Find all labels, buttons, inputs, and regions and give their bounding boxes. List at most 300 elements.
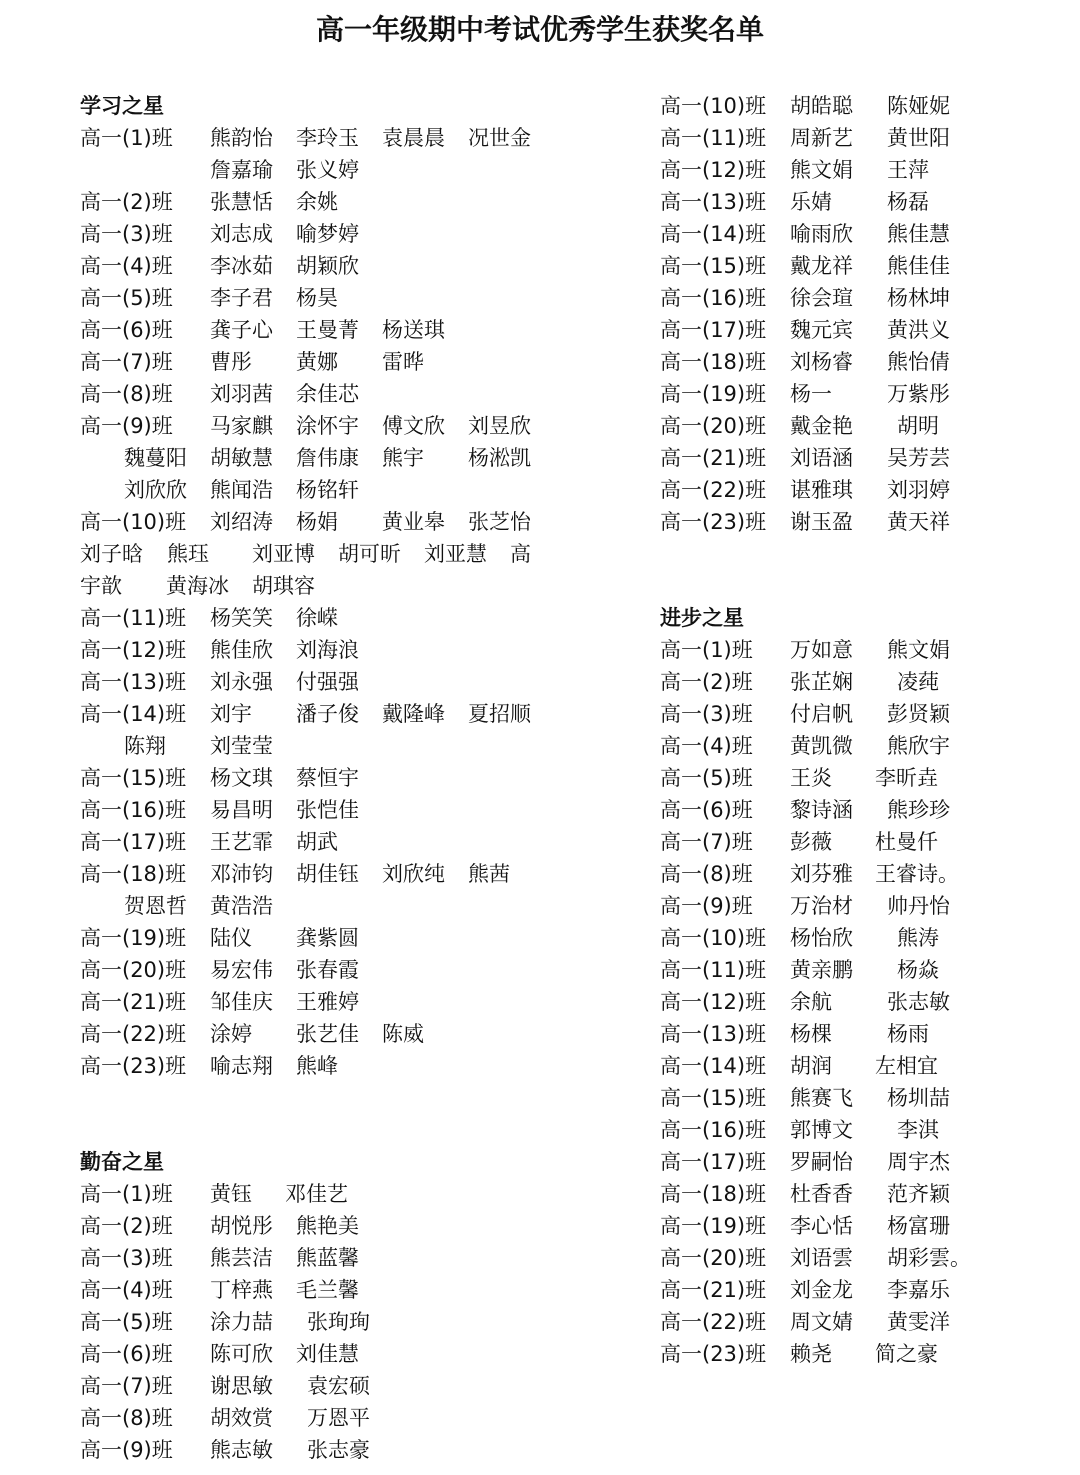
student-name: 刘亚慧 bbox=[424, 542, 487, 566]
class-label: 高一(23)班 bbox=[660, 1342, 767, 1366]
student-name: 熊珏 bbox=[167, 542, 209, 566]
student-name: 万治材 bbox=[790, 894, 853, 918]
student-name: 李玲玉 bbox=[296, 126, 359, 150]
award-row bbox=[80, 1338, 550, 1370]
student-name: 刘欣欣 bbox=[124, 478, 187, 502]
student-name: 高 bbox=[510, 542, 531, 566]
award-row bbox=[660, 666, 1060, 698]
student-name: 熊志敏 bbox=[210, 1438, 273, 1462]
student-name: 黄凯微 bbox=[790, 734, 853, 758]
student-name: 黄雯洋 bbox=[887, 1310, 950, 1334]
award-row bbox=[660, 90, 1060, 122]
class-label: 高一(7)班 bbox=[660, 830, 753, 854]
class-label: 高一(15)班 bbox=[80, 766, 187, 790]
student-name: 胡皓聪 bbox=[790, 94, 853, 118]
student-name: 彭贤颖 bbox=[887, 702, 950, 726]
student-name: 李子君 bbox=[210, 286, 273, 310]
student-name: 易宏伟 bbox=[210, 958, 273, 982]
student-name: 邹佳庆 bbox=[210, 990, 273, 1014]
class-label: 高一(21)班 bbox=[660, 1278, 767, 1302]
student-name: 魏元宾 bbox=[790, 318, 853, 342]
student-name: 刘语涵 bbox=[790, 446, 853, 470]
student-name: 熊佳佳 bbox=[887, 254, 950, 278]
student-name: 李心恬 bbox=[790, 1214, 853, 1238]
award-row bbox=[80, 1370, 550, 1402]
student-name: 熊蓝馨 bbox=[296, 1246, 359, 1270]
student-name: 左相宜 bbox=[875, 1054, 938, 1078]
award-row bbox=[660, 1242, 1060, 1274]
student-name: 杨磊 bbox=[887, 190, 929, 214]
student-name: 熊宇 bbox=[382, 446, 424, 470]
award-row bbox=[660, 506, 1060, 538]
student-name: 杨铭轩 bbox=[296, 478, 359, 502]
class-label: 高一(17)班 bbox=[80, 830, 187, 854]
class-label: 高一(23)班 bbox=[660, 510, 767, 534]
student-name: 张芷娴 bbox=[790, 670, 853, 694]
student-name: 简之豪 bbox=[875, 1342, 938, 1366]
student-name: 张义婷 bbox=[296, 158, 359, 182]
student-name: 戴隆峰 bbox=[382, 702, 445, 726]
class-label: 高一(16)班 bbox=[660, 1118, 767, 1142]
award-row bbox=[660, 890, 1060, 922]
award-row bbox=[660, 1114, 1060, 1146]
award-row bbox=[660, 1018, 1060, 1050]
student-name: 杨淞凯 bbox=[468, 446, 531, 470]
student-name: 王雅婷 bbox=[296, 990, 359, 1014]
student-name: 熊欣宇 bbox=[887, 734, 950, 758]
student-name: 刘志成 bbox=[210, 222, 273, 246]
student-name: 龚子心 bbox=[210, 318, 273, 342]
student-name: 刘杨睿 bbox=[790, 350, 853, 374]
award-row bbox=[80, 762, 550, 794]
award-row bbox=[80, 314, 550, 346]
student-name: 刘子晗 bbox=[80, 542, 143, 566]
award-row-continuation bbox=[80, 890, 550, 922]
student-name: 黄娜 bbox=[296, 350, 338, 374]
student-name: 胡明 bbox=[897, 414, 939, 438]
student-name: 李淇 bbox=[897, 1118, 939, 1142]
award-row bbox=[80, 666, 550, 698]
class-label: 高一(1)班 bbox=[660, 638, 753, 662]
student-name: 曹彤 bbox=[210, 350, 252, 374]
student-name: 张艺佳 bbox=[296, 1022, 359, 1046]
award-row bbox=[80, 1050, 550, 1082]
student-name: 胡润 bbox=[790, 1054, 832, 1078]
student-name: 熊闻浩 bbox=[210, 478, 273, 502]
student-name: 张慧恬 bbox=[210, 190, 273, 214]
award-row bbox=[80, 826, 550, 858]
student-name: 刘羽茜 bbox=[210, 382, 273, 406]
award-row bbox=[80, 634, 550, 666]
student-name: 胡可昕 bbox=[338, 542, 401, 566]
student-name: 胡敏慧 bbox=[210, 446, 273, 470]
class-label: 高一(1)班 bbox=[80, 126, 173, 150]
student-name: 胡悦彤 bbox=[210, 1214, 273, 1238]
student-name: 万恩平 bbox=[307, 1406, 370, 1430]
student-name: 杨怡欣 bbox=[790, 926, 853, 950]
student-name: 况世金 bbox=[468, 126, 531, 150]
student-name: 涂怀宇 bbox=[296, 414, 359, 438]
award-row-continuation bbox=[80, 570, 550, 602]
student-name: 涂力喆 bbox=[210, 1310, 273, 1334]
section-gap bbox=[80, 1082, 550, 1146]
student-name: 邓佳艺 bbox=[285, 1182, 348, 1206]
award-row bbox=[660, 250, 1060, 282]
class-label: 高一(3)班 bbox=[80, 222, 173, 246]
student-name: 蔡恒宇 bbox=[296, 766, 359, 790]
award-row bbox=[80, 794, 550, 826]
award-row bbox=[660, 1082, 1060, 1114]
class-label: 高一(5)班 bbox=[80, 1310, 173, 1334]
class-label: 高一(13)班 bbox=[660, 1022, 767, 1046]
award-row bbox=[660, 1210, 1060, 1242]
student-name: 黄亲鹏 bbox=[790, 958, 853, 982]
class-label: 高一(9)班 bbox=[80, 1438, 173, 1462]
class-label: 高一(11)班 bbox=[660, 958, 767, 982]
student-name: 杨笑笑 bbox=[210, 606, 273, 630]
student-name: 王艺霏 bbox=[210, 830, 273, 854]
student-name: 李昕垚 bbox=[875, 766, 938, 790]
award-row bbox=[80, 858, 550, 890]
award-row bbox=[80, 218, 550, 250]
class-label: 高一(10)班 bbox=[660, 94, 767, 118]
class-label: 高一(4)班 bbox=[660, 734, 753, 758]
class-label: 高一(22)班 bbox=[660, 478, 767, 502]
student-name: 谌雅琪 bbox=[790, 478, 853, 502]
award-row bbox=[660, 730, 1060, 762]
class-label: 高一(20)班 bbox=[660, 414, 767, 438]
award-row bbox=[80, 954, 550, 986]
class-label: 高一(2)班 bbox=[80, 190, 173, 214]
student-name: 黄洪义 bbox=[887, 318, 950, 342]
class-label: 高一(2)班 bbox=[80, 1214, 173, 1238]
student-name: 杨富珊 bbox=[887, 1214, 950, 1238]
class-label: 高一(14)班 bbox=[660, 1054, 767, 1078]
class-label: 高一(13)班 bbox=[80, 670, 187, 694]
student-name: 杜曼仟 bbox=[875, 830, 938, 854]
student-name: 熊珍珍 bbox=[887, 798, 950, 822]
student-name: 吴芳芸 bbox=[887, 446, 950, 470]
student-name: 涂婷 bbox=[210, 1022, 252, 1046]
award-row-continuation bbox=[80, 474, 550, 506]
class-label: 高一(21)班 bbox=[660, 446, 767, 470]
class-label: 高一(2)班 bbox=[660, 670, 753, 694]
award-row bbox=[660, 954, 1060, 986]
class-label: 高一(17)班 bbox=[660, 1150, 767, 1174]
student-name: 余航 bbox=[790, 990, 832, 1014]
right-column bbox=[660, 90, 1060, 1370]
class-label: 高一(19)班 bbox=[660, 1214, 767, 1238]
student-name: 付启帆 bbox=[790, 702, 853, 726]
student-name: 熊涛 bbox=[897, 926, 939, 950]
student-name: 陈翔 bbox=[124, 734, 166, 758]
student-name: 李嘉乐 bbox=[887, 1278, 950, 1302]
student-name: 毛兰馨 bbox=[296, 1278, 359, 1302]
award-row bbox=[80, 378, 550, 410]
award-row bbox=[660, 826, 1060, 858]
class-label: 高一(9)班 bbox=[660, 894, 753, 918]
award-row bbox=[80, 602, 550, 634]
student-name: 王炎 bbox=[790, 766, 832, 790]
section-heading: 学习之星 bbox=[80, 94, 164, 118]
student-name: 袁宏硕 bbox=[307, 1374, 370, 1398]
class-label: 高一(8)班 bbox=[660, 862, 753, 886]
student-name: 彭薇 bbox=[790, 830, 832, 854]
student-name: 杨林坤 bbox=[887, 286, 950, 310]
student-name: 胡佳钰 bbox=[296, 862, 359, 886]
class-label: 高一(1)班 bbox=[80, 1182, 173, 1206]
student-name: 刘亚博 bbox=[252, 542, 315, 566]
class-label: 高一(21)班 bbox=[80, 990, 187, 1014]
student-name: 刘绍涛 bbox=[210, 510, 273, 534]
student-name: 付强强 bbox=[296, 670, 359, 694]
student-name: 熊芸洁 bbox=[210, 1246, 273, 1270]
student-name: 熊艳美 bbox=[296, 1214, 359, 1238]
student-name: 张珣珣 bbox=[307, 1310, 370, 1334]
student-name: 熊赛飞 bbox=[790, 1086, 853, 1110]
student-name: 周宇杰 bbox=[887, 1150, 950, 1174]
student-name: 谢玉盈 bbox=[790, 510, 853, 534]
class-label: 高一(15)班 bbox=[660, 254, 767, 278]
award-row bbox=[660, 186, 1060, 218]
student-name: 丁梓燕 bbox=[210, 1278, 273, 1302]
award-row bbox=[660, 1178, 1060, 1210]
class-label: 高一(4)班 bbox=[80, 254, 173, 278]
student-name: 黎诗涵 bbox=[790, 798, 853, 822]
student-name: 喻雨欣 bbox=[790, 222, 853, 246]
student-name: 王萍 bbox=[887, 158, 929, 182]
student-name: 熊怡倩 bbox=[887, 350, 950, 374]
class-label: 高一(6)班 bbox=[660, 798, 753, 822]
award-row bbox=[660, 218, 1060, 250]
student-name: 戴龙祥 bbox=[790, 254, 853, 278]
student-name: 胡琪容 bbox=[252, 574, 315, 598]
student-name: 魏蔓阳 bbox=[124, 446, 187, 470]
student-name: 陈可欣 bbox=[210, 1342, 273, 1366]
award-row bbox=[660, 346, 1060, 378]
award-row bbox=[80, 506, 550, 538]
award-row bbox=[660, 698, 1060, 730]
class-label: 高一(12)班 bbox=[660, 158, 767, 182]
student-name: 易昌明 bbox=[210, 798, 273, 822]
student-name: 王睿诗。 bbox=[875, 862, 959, 886]
section-gap bbox=[660, 538, 1060, 602]
student-name: 杨一 bbox=[790, 382, 832, 406]
student-name: 胡武 bbox=[296, 830, 338, 854]
award-row bbox=[80, 282, 550, 314]
student-name: 熊文娟 bbox=[887, 638, 950, 662]
award-row bbox=[80, 986, 550, 1018]
student-name: 黄钰 bbox=[210, 1182, 252, 1206]
award-row bbox=[80, 1306, 550, 1338]
class-label: 高一(20)班 bbox=[80, 958, 187, 982]
student-name: 张芝怡 bbox=[468, 510, 531, 534]
award-row bbox=[80, 346, 550, 378]
student-name: 夏招顺 bbox=[468, 702, 531, 726]
student-name: 杨棵 bbox=[790, 1022, 832, 1046]
student-name: 刘海浪 bbox=[296, 638, 359, 662]
student-name: 熊茜 bbox=[468, 862, 510, 886]
award-row bbox=[80, 154, 550, 186]
class-label: 高一(7)班 bbox=[80, 350, 173, 374]
class-label: 高一(12)班 bbox=[80, 638, 187, 662]
student-name: 杨焱 bbox=[897, 958, 939, 982]
class-label: 高一(7)班 bbox=[80, 1374, 173, 1398]
student-name: 黄业皋 bbox=[382, 510, 445, 534]
student-name: 张恺佳 bbox=[296, 798, 359, 822]
class-label: 高一(18)班 bbox=[660, 350, 767, 374]
student-name: 龚紫圆 bbox=[296, 926, 359, 950]
student-name: 詹伟康 bbox=[296, 446, 359, 470]
page-title: 高一年级期中考试优秀学生获奖名单 bbox=[315, 13, 764, 46]
student-name: 胡彩雲。 bbox=[887, 1246, 971, 1270]
class-label: 高一(19)班 bbox=[80, 926, 187, 950]
section-heading: 进步之星 bbox=[660, 606, 744, 630]
student-name: 黄天祥 bbox=[887, 510, 950, 534]
student-name: 刘莹莹 bbox=[210, 734, 273, 758]
student-name: 黄世阳 bbox=[887, 126, 950, 150]
award-row bbox=[660, 762, 1060, 794]
student-name: 陆仪 bbox=[210, 926, 252, 950]
award-row-continuation bbox=[80, 730, 550, 762]
award-row bbox=[660, 314, 1060, 346]
award-row bbox=[80, 922, 550, 954]
student-name: 余佳芯 bbox=[296, 382, 359, 406]
award-row bbox=[660, 986, 1060, 1018]
award-row bbox=[80, 698, 550, 730]
student-name: 马家麒 bbox=[210, 414, 273, 438]
student-name: 徐会瑄 bbox=[790, 286, 853, 310]
student-name: 喻梦婷 bbox=[296, 222, 359, 246]
class-label: 高一(15)班 bbox=[660, 1086, 767, 1110]
class-label: 高一(14)班 bbox=[660, 222, 767, 246]
award-row bbox=[80, 1402, 550, 1434]
class-label: 高一(14)班 bbox=[80, 702, 187, 726]
student-name: 凌莼 bbox=[897, 670, 939, 694]
student-name: 熊文娟 bbox=[790, 158, 853, 182]
award-row bbox=[660, 1338, 1060, 1370]
student-name: 刘永强 bbox=[210, 670, 273, 694]
student-name: 傅文欣 bbox=[382, 414, 445, 438]
student-name: 张春霞 bbox=[296, 958, 359, 982]
award-row bbox=[80, 1018, 550, 1050]
award-row bbox=[660, 282, 1060, 314]
class-label: 高一(5)班 bbox=[80, 286, 173, 310]
class-label: 高一(10)班 bbox=[80, 510, 187, 534]
student-name: 余姚 bbox=[296, 190, 338, 214]
student-name: 胡颖欣 bbox=[296, 254, 359, 278]
award-row bbox=[660, 1274, 1060, 1306]
class-label: 高一(13)班 bbox=[660, 190, 767, 214]
student-name: 刘金龙 bbox=[790, 1278, 853, 1302]
student-name: 杨娟 bbox=[296, 510, 338, 534]
award-row bbox=[80, 122, 550, 154]
student-name: 刘羽婷 bbox=[887, 478, 950, 502]
award-row bbox=[660, 1306, 1060, 1338]
student-name: 万紫彤 bbox=[887, 382, 950, 406]
student-name: 贺恩哲 bbox=[124, 894, 187, 918]
class-label: 高一(22)班 bbox=[80, 1022, 187, 1046]
student-name: 陈娅妮 bbox=[887, 94, 950, 118]
student-name: 杨昊 bbox=[296, 286, 338, 310]
student-name: 戴金艳 bbox=[790, 414, 853, 438]
award-row-continuation bbox=[80, 442, 550, 474]
award-row bbox=[660, 442, 1060, 474]
award-row bbox=[660, 858, 1060, 890]
class-label: 高一(9)班 bbox=[80, 414, 173, 438]
student-name: 李冰茹 bbox=[210, 254, 273, 278]
class-label: 高一(12)班 bbox=[660, 990, 767, 1014]
class-label: 高一(5)班 bbox=[660, 766, 753, 790]
student-name: 刘昱欣 bbox=[468, 414, 531, 438]
class-label: 高一(22)班 bbox=[660, 1310, 767, 1334]
student-name: 潘子俊 bbox=[296, 702, 359, 726]
student-name: 熊峰 bbox=[296, 1054, 338, 1078]
award-row bbox=[660, 122, 1060, 154]
class-label: 高一(16)班 bbox=[660, 286, 767, 310]
class-label: 高一(6)班 bbox=[80, 318, 173, 342]
student-name: 范齐颖 bbox=[887, 1182, 950, 1206]
student-name: 刘语雲 bbox=[790, 1246, 853, 1270]
student-name: 詹嘉瑜 bbox=[210, 158, 273, 182]
student-name: 杨圳喆 bbox=[887, 1086, 950, 1110]
student-name: 杨雨 bbox=[887, 1022, 929, 1046]
class-label: 高一(19)班 bbox=[660, 382, 767, 406]
student-name: 刘佳慧 bbox=[296, 1342, 359, 1366]
student-name: 邓沛钧 bbox=[210, 862, 273, 886]
class-label: 高一(17)班 bbox=[660, 318, 767, 342]
section-heading: 勤奋之星 bbox=[80, 1150, 164, 1174]
award-row bbox=[80, 1434, 550, 1466]
student-name: 罗嗣怡 bbox=[790, 1150, 853, 1174]
student-name: 帅丹怡 bbox=[887, 894, 950, 918]
class-label: 高一(4)班 bbox=[80, 1278, 173, 1302]
student-name: 熊佳慧 bbox=[887, 222, 950, 246]
award-row bbox=[660, 1146, 1060, 1178]
class-label: 高一(20)班 bbox=[660, 1246, 767, 1270]
student-name: 黄浩浩 bbox=[210, 894, 273, 918]
student-name: 周文婧 bbox=[790, 1310, 853, 1334]
class-label: 高一(23)班 bbox=[80, 1054, 187, 1078]
student-name: 王曼菁 bbox=[296, 318, 359, 342]
class-label: 高一(3)班 bbox=[80, 1246, 173, 1270]
award-row bbox=[660, 410, 1060, 442]
student-name: 袁晨晨 bbox=[382, 126, 445, 150]
student-name: 万如意 bbox=[790, 638, 853, 662]
student-name: 喻志翔 bbox=[210, 1054, 273, 1078]
student-name: 张志敏 bbox=[887, 990, 950, 1014]
award-row bbox=[660, 794, 1060, 826]
student-name: 张志豪 bbox=[307, 1438, 370, 1462]
award-row bbox=[660, 1050, 1060, 1082]
award-row-continuation bbox=[80, 538, 550, 570]
student-name: 杨送琪 bbox=[382, 318, 445, 342]
award-row bbox=[80, 1274, 550, 1306]
student-name: 雷晔 bbox=[382, 350, 424, 374]
student-name: 杨文琪 bbox=[210, 766, 273, 790]
left-column bbox=[80, 90, 550, 1466]
class-label: 高一(16)班 bbox=[80, 798, 187, 822]
student-name: 刘欣纯 bbox=[382, 862, 445, 886]
class-label: 高一(11)班 bbox=[80, 606, 187, 630]
award-row bbox=[660, 154, 1060, 186]
class-label: 高一(3)班 bbox=[660, 702, 753, 726]
student-name: 赖尧 bbox=[790, 1342, 832, 1366]
student-name: 胡效赏 bbox=[210, 1406, 273, 1430]
award-row bbox=[660, 634, 1060, 666]
student-name: 谢思敏 bbox=[210, 1374, 273, 1398]
student-name: 刘宇 bbox=[210, 702, 252, 726]
